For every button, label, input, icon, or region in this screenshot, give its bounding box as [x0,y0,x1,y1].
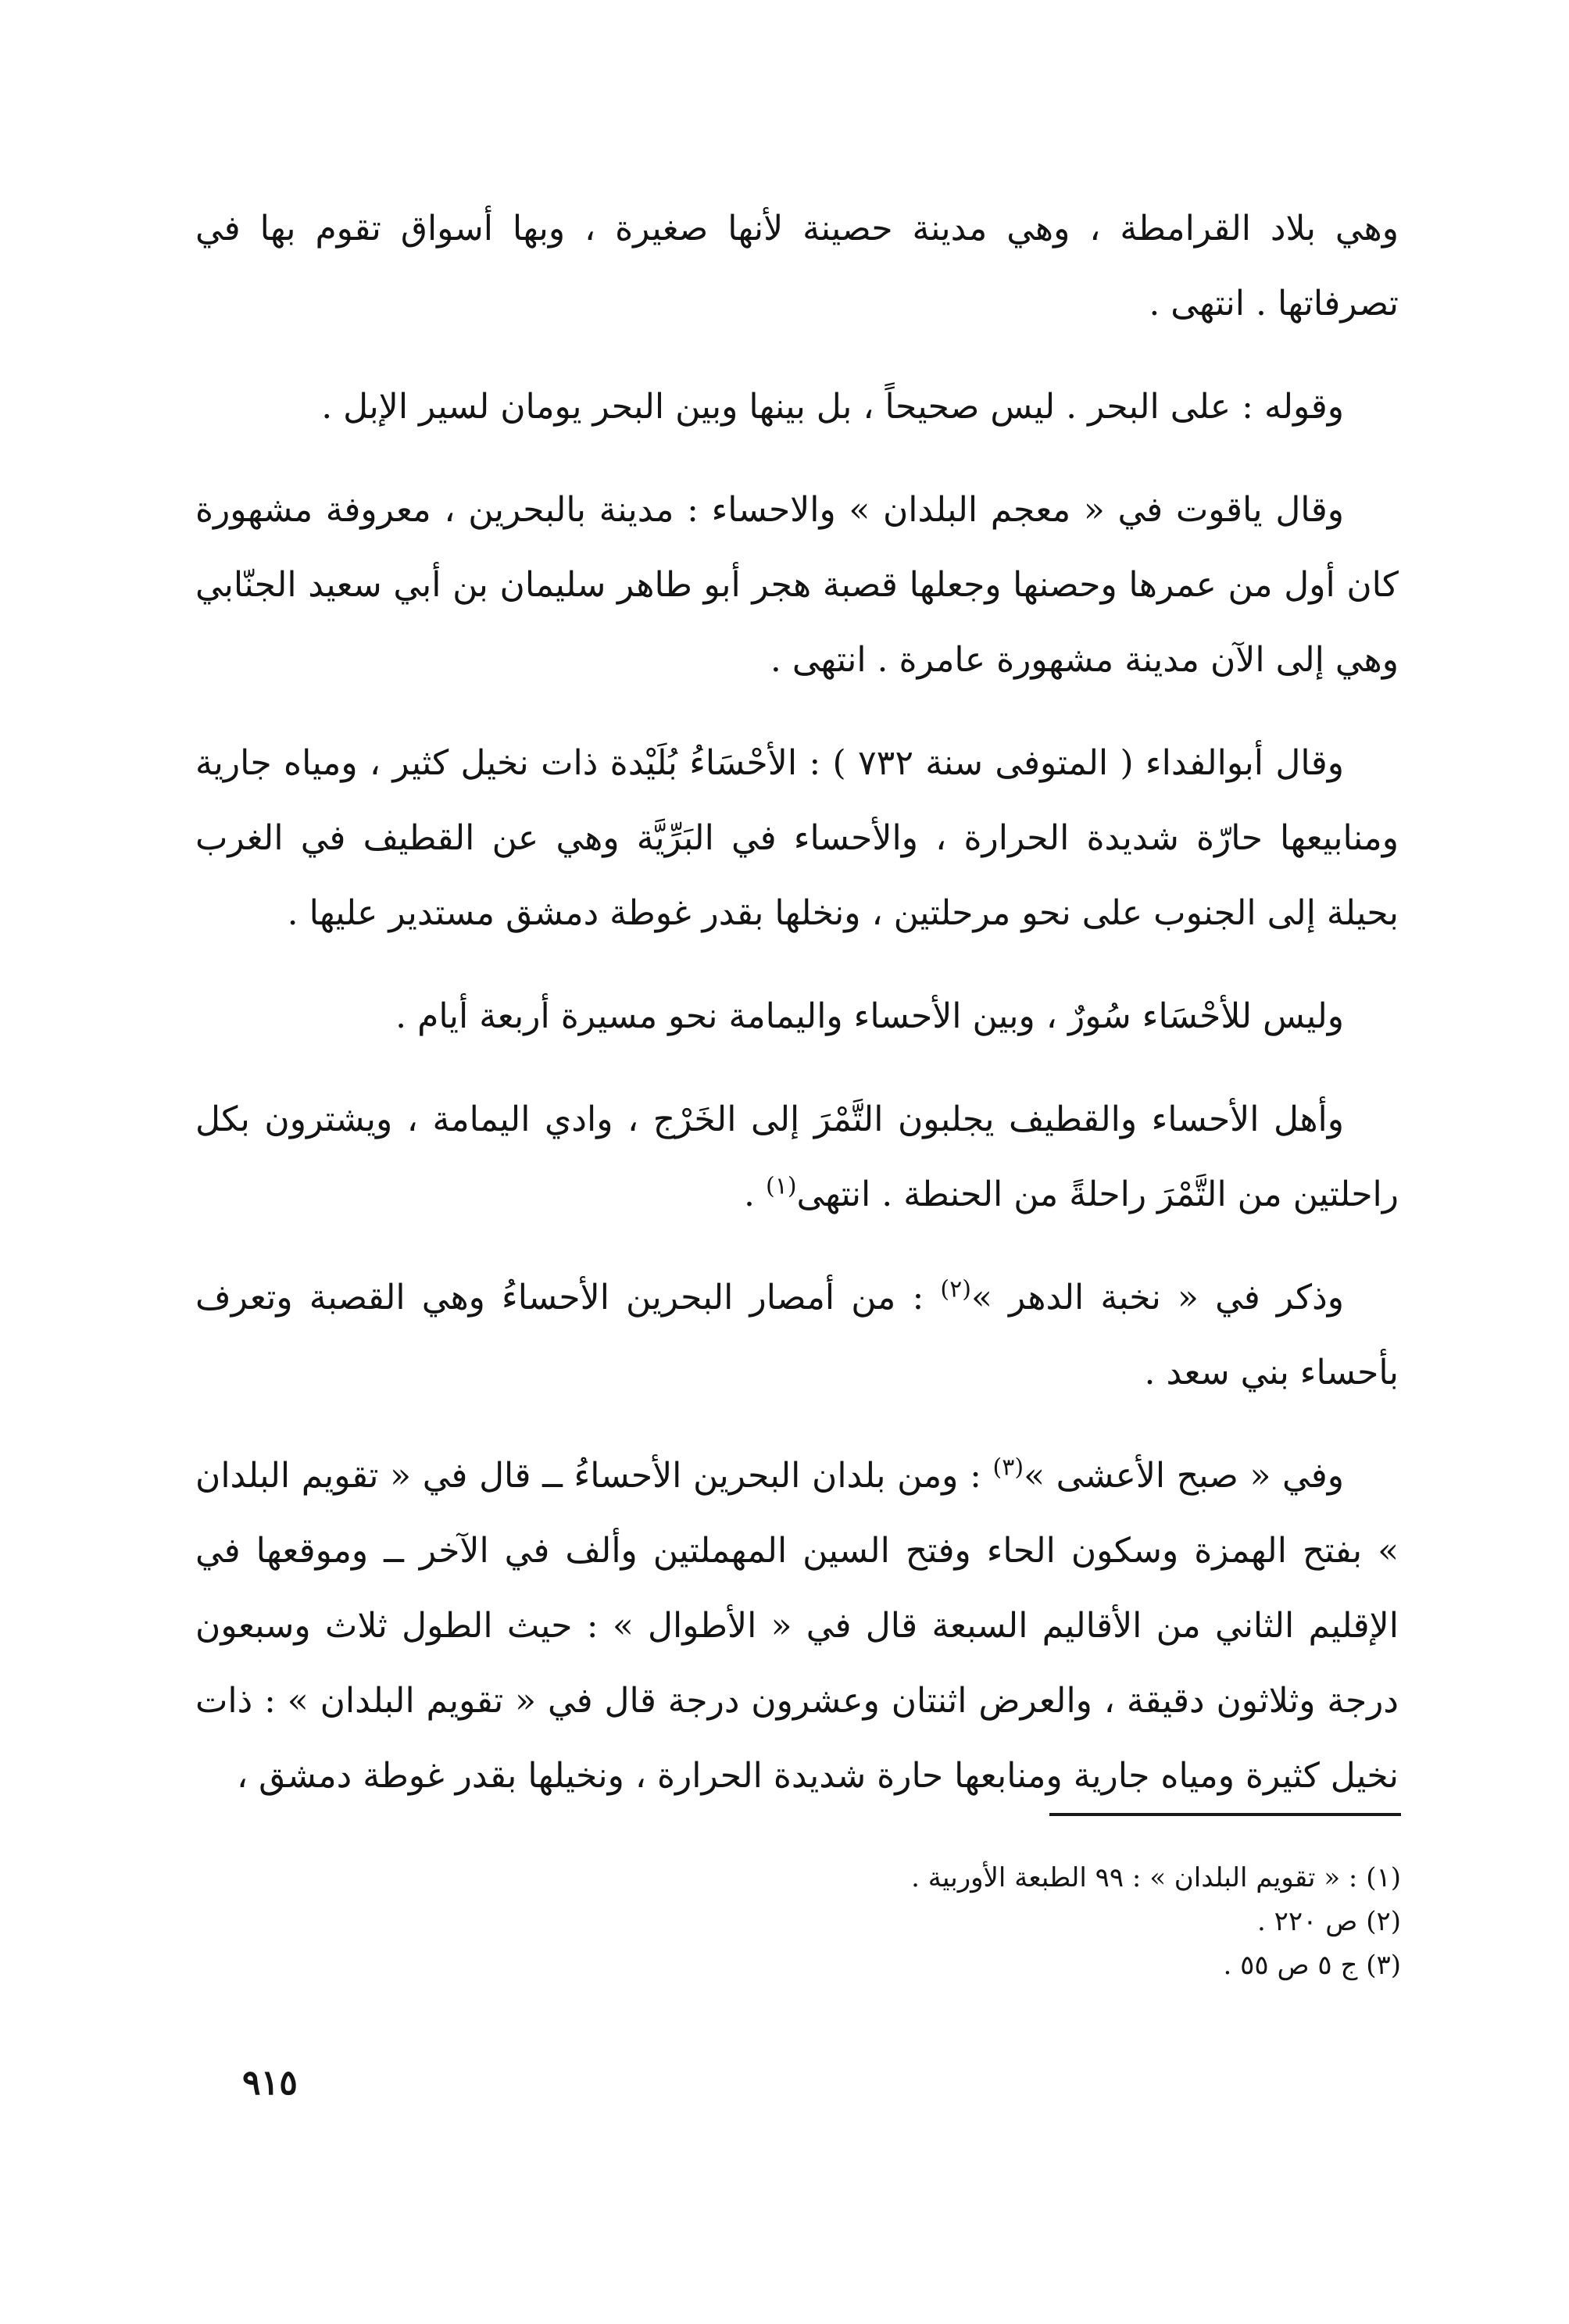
footnote-1: (١) : « تقويم البلدان » : ٩٩ الطبعة الأوربية . [911,1862,1401,1893]
paragraph-4 [195,726,1399,951]
paragraph-2 [195,370,1399,445]
main-text [195,191,1399,1842]
paragraph-7 [195,1260,1399,1410]
footnote-2: (٢) ص ٢٢٠ . [1257,1906,1401,1937]
paragraph-text: وأهل الأحساء والقطيف يجلبون التَّمْرَ إلى الخَرْج ، وادي اليمامة ، ويشترون بكل راحلتين من التَّمْرَ راحلةً من الحنطة . انتهى [195,1099,1399,1214]
footnote-3: (٣) ج ٥ ص ٥٥ . [1223,1950,1401,1981]
paragraph-6 [195,1082,1399,1232]
paragraph-text: وقال أبوالفداء ( المتوفى سنة ٧٣٢ ) : الأحْسَاءُ بُلَيْدة ذات نخيل كثير ، ومياه جارية ومنابيعها حارّة شديدة الحرارة ، والأحساء في البَرِّيَّة وهي عن القطيف في الغرب بحيلة إلى الجنوب على نحو مرحلتين ، ونخلها بقدر غوطة دمشق مستدير عليها . [195,743,1399,933]
paragraph-text: وهي بلاد القرامطة ، وهي مدينة حصينة لأنها صغيرة ، وبها أسواق تقوم بها في تصرفاتها . انتهى . [195,209,1399,324]
footnote-divider [1049,1813,1401,1816]
paragraph-text-continued: : ومن بلدان البحرين الأحساءُ ــ قال في « تقويم البلدان » بفتح الهمزة وسكون الحاء وفتح السين المهملتين وألف في الآخر ــ وموقعها في الإقليم الثاني من الأقاليم السبعة قال في « الأطوال » : حيث الطول ثلاث وسبعون درجة وثلاثون دقيقة ، والعرض اثنتان وعشرون درجة قال في « تقويم البلدان » : ذات نخيل كثيرة ومياه جارية ومنابعها حارة شديدة الحرارة ، ونخيلها بقدر غوطة دمشق ، [195,1456,1399,1796]
paragraph-text: وقوله : على البحر . ليس صحيحاً ، بل بينها وبين البحر يومان لسير الإبل . [321,387,1344,427]
paragraph-text: وقال ياقوت في « معجم البلدان » والاحساء : مدينة بالبحرين ، معروفة مشهورة كان أول من عمرها وحصنها وجعلها قصبة هجر أبو طاهر سليمان بن أبي سعيد الجنّابي وهي إلى الآن مدينة مشهورة عامرة . انتهى . [195,490,1399,680]
paragraph-text-continued: . [744,1175,766,1214]
paragraph-text-continued: : من أمصار البحرين الأحساءُ وهي القصبة وتعرف بأحساء بني سعد . [195,1278,1399,1393]
footnote-marker: (٣) [992,1453,1024,1482]
page-number: ٩١٥ [242,2063,298,2103]
footnotes [620,1856,1401,1987]
paragraph-1 [195,191,1399,341]
footnote-marker: (١) [765,1172,797,1200]
paragraph-text: وذكر في « نخبة الدهر » [970,1278,1344,1318]
paragraph-text: وفي « صبح الأعشى » [1024,1456,1344,1496]
paragraph-5 [195,979,1399,1054]
paragraph-8 [195,1439,1399,1814]
paragraph-text: وليس للأحْسَاء سُورٌ ، وبين الأحساء واليمامة نحو مسيرة أربعة أيام . [395,996,1344,1036]
paragraph-3 [195,473,1399,698]
footnote-marker: (٢) [940,1275,971,1303]
